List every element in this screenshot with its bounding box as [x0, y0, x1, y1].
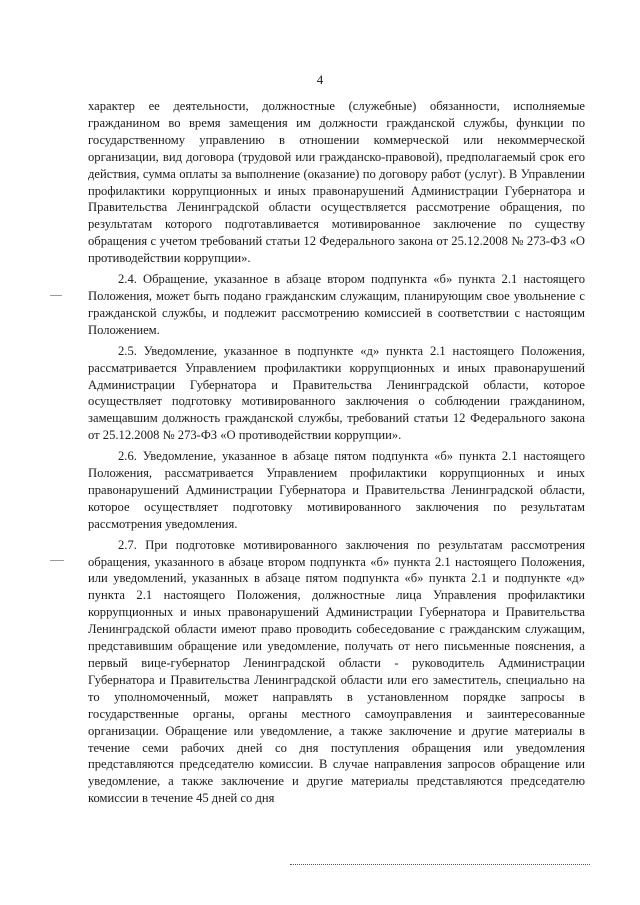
paragraph-2-5: 2.5. Уведомление, указанное в подпункте «д» пункта 2.1 настоящего Положения, рассматривается Управлением профилактики коррупционных и иных правонарушений Администрации Губернатора и Правительства Ленинградской области, которое осуществляет подготовку мотивированного заключения о соблюдении гражданином, замещавшим должность гражданской службы, требований статьи 12 Федерального закона от 25.12.2008 № 273-ФЗ «О противодействии коррупции». [88, 343, 585, 443]
page-number: 4 [316, 72, 324, 87]
paragraph-2-6: 2.6. Уведомление, указанное в абзаце пятом подпункта «б» пункта 2.1 настоящего Положения, рассматривается Управлением профилактики коррупционных и иных правонарушений Администрации Губернатора и Правительства Ленинградской области, которое осуществляет подготовку мотивированного заключения по результатам рассмотрения уведомления. [88, 449, 585, 531]
paragraph-2-4: 2.4. Обращение, указанное в абзаце втором подпункта «б» пункта 2.1 настоящего Положения, может быть подано гражданским служащим, планирующим свое увольнение с гражданской службы, и подлежит рассмотрению комиссией в соответствии с настоящим Положением. [88, 272, 585, 337]
paragraph-continuation: характер ее деятельности, должностные (служебные) обязанности, исполняемые гражданином во время замещения им должности гражданской службы, функции по государственному управлению в отношении коммерческой или некоммерческой организации, вид договора (трудовой или гражданско-правовой), предполагаемый срок его действия, сумма оплаты за выполнение (оказание) по договору работ (услуг). В Управлении профилактики коррупционных и иных правонарушений Администрации Губернатора и Правительства Ленинградской области осуществляется рассмотрение обращения, по результатам которого подготавливается мотивированное заключение по существу обращения с учетом требований статьи 12 Федерального закона от 25.12.2008 № 273-ФЗ «О противодействии коррупции». [88, 99, 585, 266]
margin-mark [50, 560, 64, 561]
document-body [88, 98, 585, 811]
bottom-dotted-rule [290, 864, 590, 865]
paragraph-2-7: 2.7. При подготовке мотивированного заключения по результатам рассмотрения обращения, указанного в абзаце втором подпункта «б» пункта 2.1 настоящего Положения, или уведомлений, указанных в абзаце пятом подпункта «б» пункта 2.1 и подпункте «д» пункта 2.1 настоящего Положения, должностные лица Управления профилактики коррупционных и иных правонарушений Администрации Губернатора и Правительства Ленинградской области имеют право проводить собеседование с гражданским служащим, представившим обращение или уведомление, получать от него письменные пояснения, а первый вице-губернатор Ленинградской области - руководитель Администрации Губернатора и Правительства Ленинградской области или его заместитель, специально на то уполномоченный, может направлять в установленном порядке запросы в государственные органы, органы местного самоуправления и заинтересованные организации. Обращение или уведомление, а также заключение и другие материалы в течение семи рабочих дней со дня поступления обращения или уведомления представляются председателю комиссии. В случае направления запросов обращение или уведомление, а также заключение и другие материалы представляются председателю комиссии в течение 45 дней со дня [88, 537, 585, 806]
margin-mark [50, 295, 62, 296]
